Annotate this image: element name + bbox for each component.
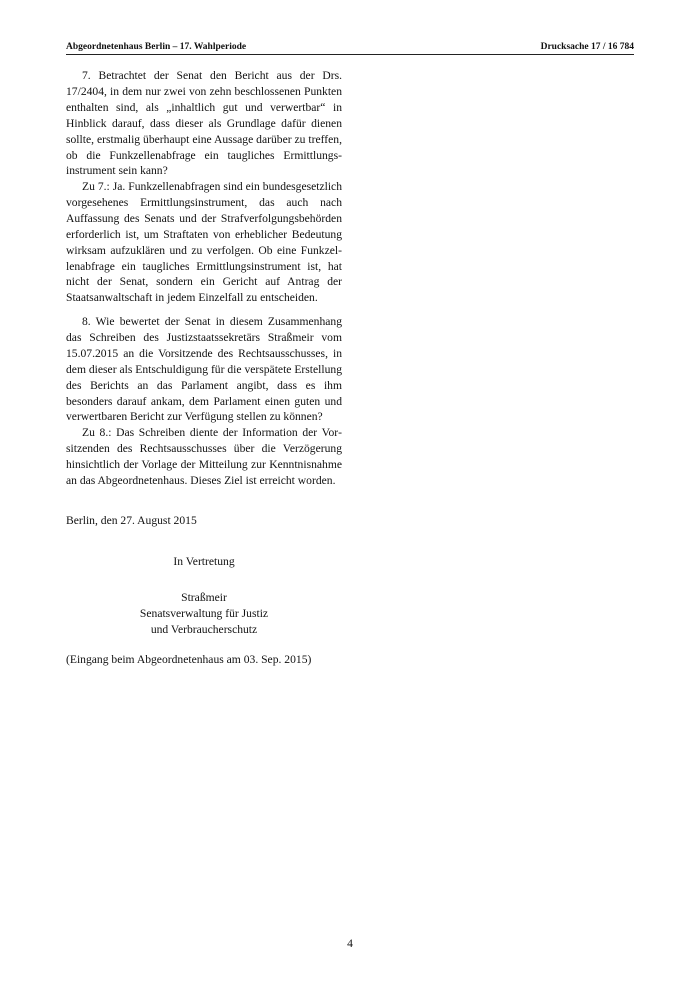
place-date (66, 513, 342, 529)
place-date-text: Berlin, den 27. August 2015 (66, 514, 197, 527)
question-8-block (66, 314, 342, 425)
question-8-text: 8. Wie bewertet der Senat in diesem Zusammenhang das Schreiben des Justizstaatssekretärs Straßmeir vom 15.07.2015 an die Vorsitzende des Rechtsausschusses, in dem dieser als Entschuldigung für die verspätete Erstellung des Berichts an das Parlament angibt, dass es ihm besonders darauf ankam, dem Parlament einen guten und verwertbaren Bericht zur Verfügung stellen zu können? (66, 315, 342, 424)
signer-name: Straßmeir (181, 591, 227, 604)
answer-7-text: Zu 7.: Ja. Funkzellenabfragen sind ein bundesgesetzlich vorgesehenes Ermittlungsinstrument, das auch nach Auffassung des Senats und der Strafverfolgungsbehörden erforderlich ist, um Straftaten von erheblicher Bedeutung wirksam aufzuklären und zu verfolgen. Ob eine Funkzellenabfrage ein taugliches Ermittlungsinstrument ist, hat nicht der Senat, sondern ein Gericht auf Antrag der Staatsanwaltschaft in jedem Einzelfall zu entscheiden. (66, 180, 342, 305)
question-7-text: 7. Betrachtet der Senat den Bericht aus der Drs. 17/2404, in dem nur zwei von zehn beschlossenen Punkten enthalten sind, als „inhaltlich gut und verwertbar“ in Hinblick darauf, dass dieser als Grundlage dafür dienen sollte, erstmalig überhaupt eine Aussage darüber zu treffen, ob die Funkzellenabfrage ein taugliches Ermittlungsinstrument sein kann? (66, 69, 342, 178)
question-7-block (66, 68, 342, 179)
signature-block (66, 590, 342, 638)
header-divider (66, 54, 634, 55)
header-parliament-period: Abgeordnetenhaus Berlin – 17. Wahlperiode (66, 42, 247, 52)
signer-org-line2: und Verbraucherschutz (150, 622, 258, 636)
representation-text: In Vertretung (173, 555, 235, 568)
answer-7-block (66, 179, 342, 306)
receipt-note (66, 652, 342, 668)
answer-8-text: Zu 8.: Das Schreiben diente der Information der Vorsitzenden des Rechtsausschusses über die Verzögerung hinsichtlich der Vorlage der Mitteilung zur Kenntnisnahme an das Abgeordnetenhaus. Dieses Ziel ist erreicht worden. (66, 426, 342, 487)
answer-8-block (66, 425, 342, 489)
representation-line (66, 554, 342, 570)
signer-org-line1: Senatsverwaltung für Justiz (139, 606, 269, 620)
receipt-note-text: (Eingang beim Abgeordnetenhaus am 03. Sep. 2015) (66, 653, 312, 666)
page-header (66, 41, 634, 54)
header-document-number: Drucksache 17 / 16 784 (540, 42, 634, 52)
page-number: 4 (347, 937, 353, 950)
